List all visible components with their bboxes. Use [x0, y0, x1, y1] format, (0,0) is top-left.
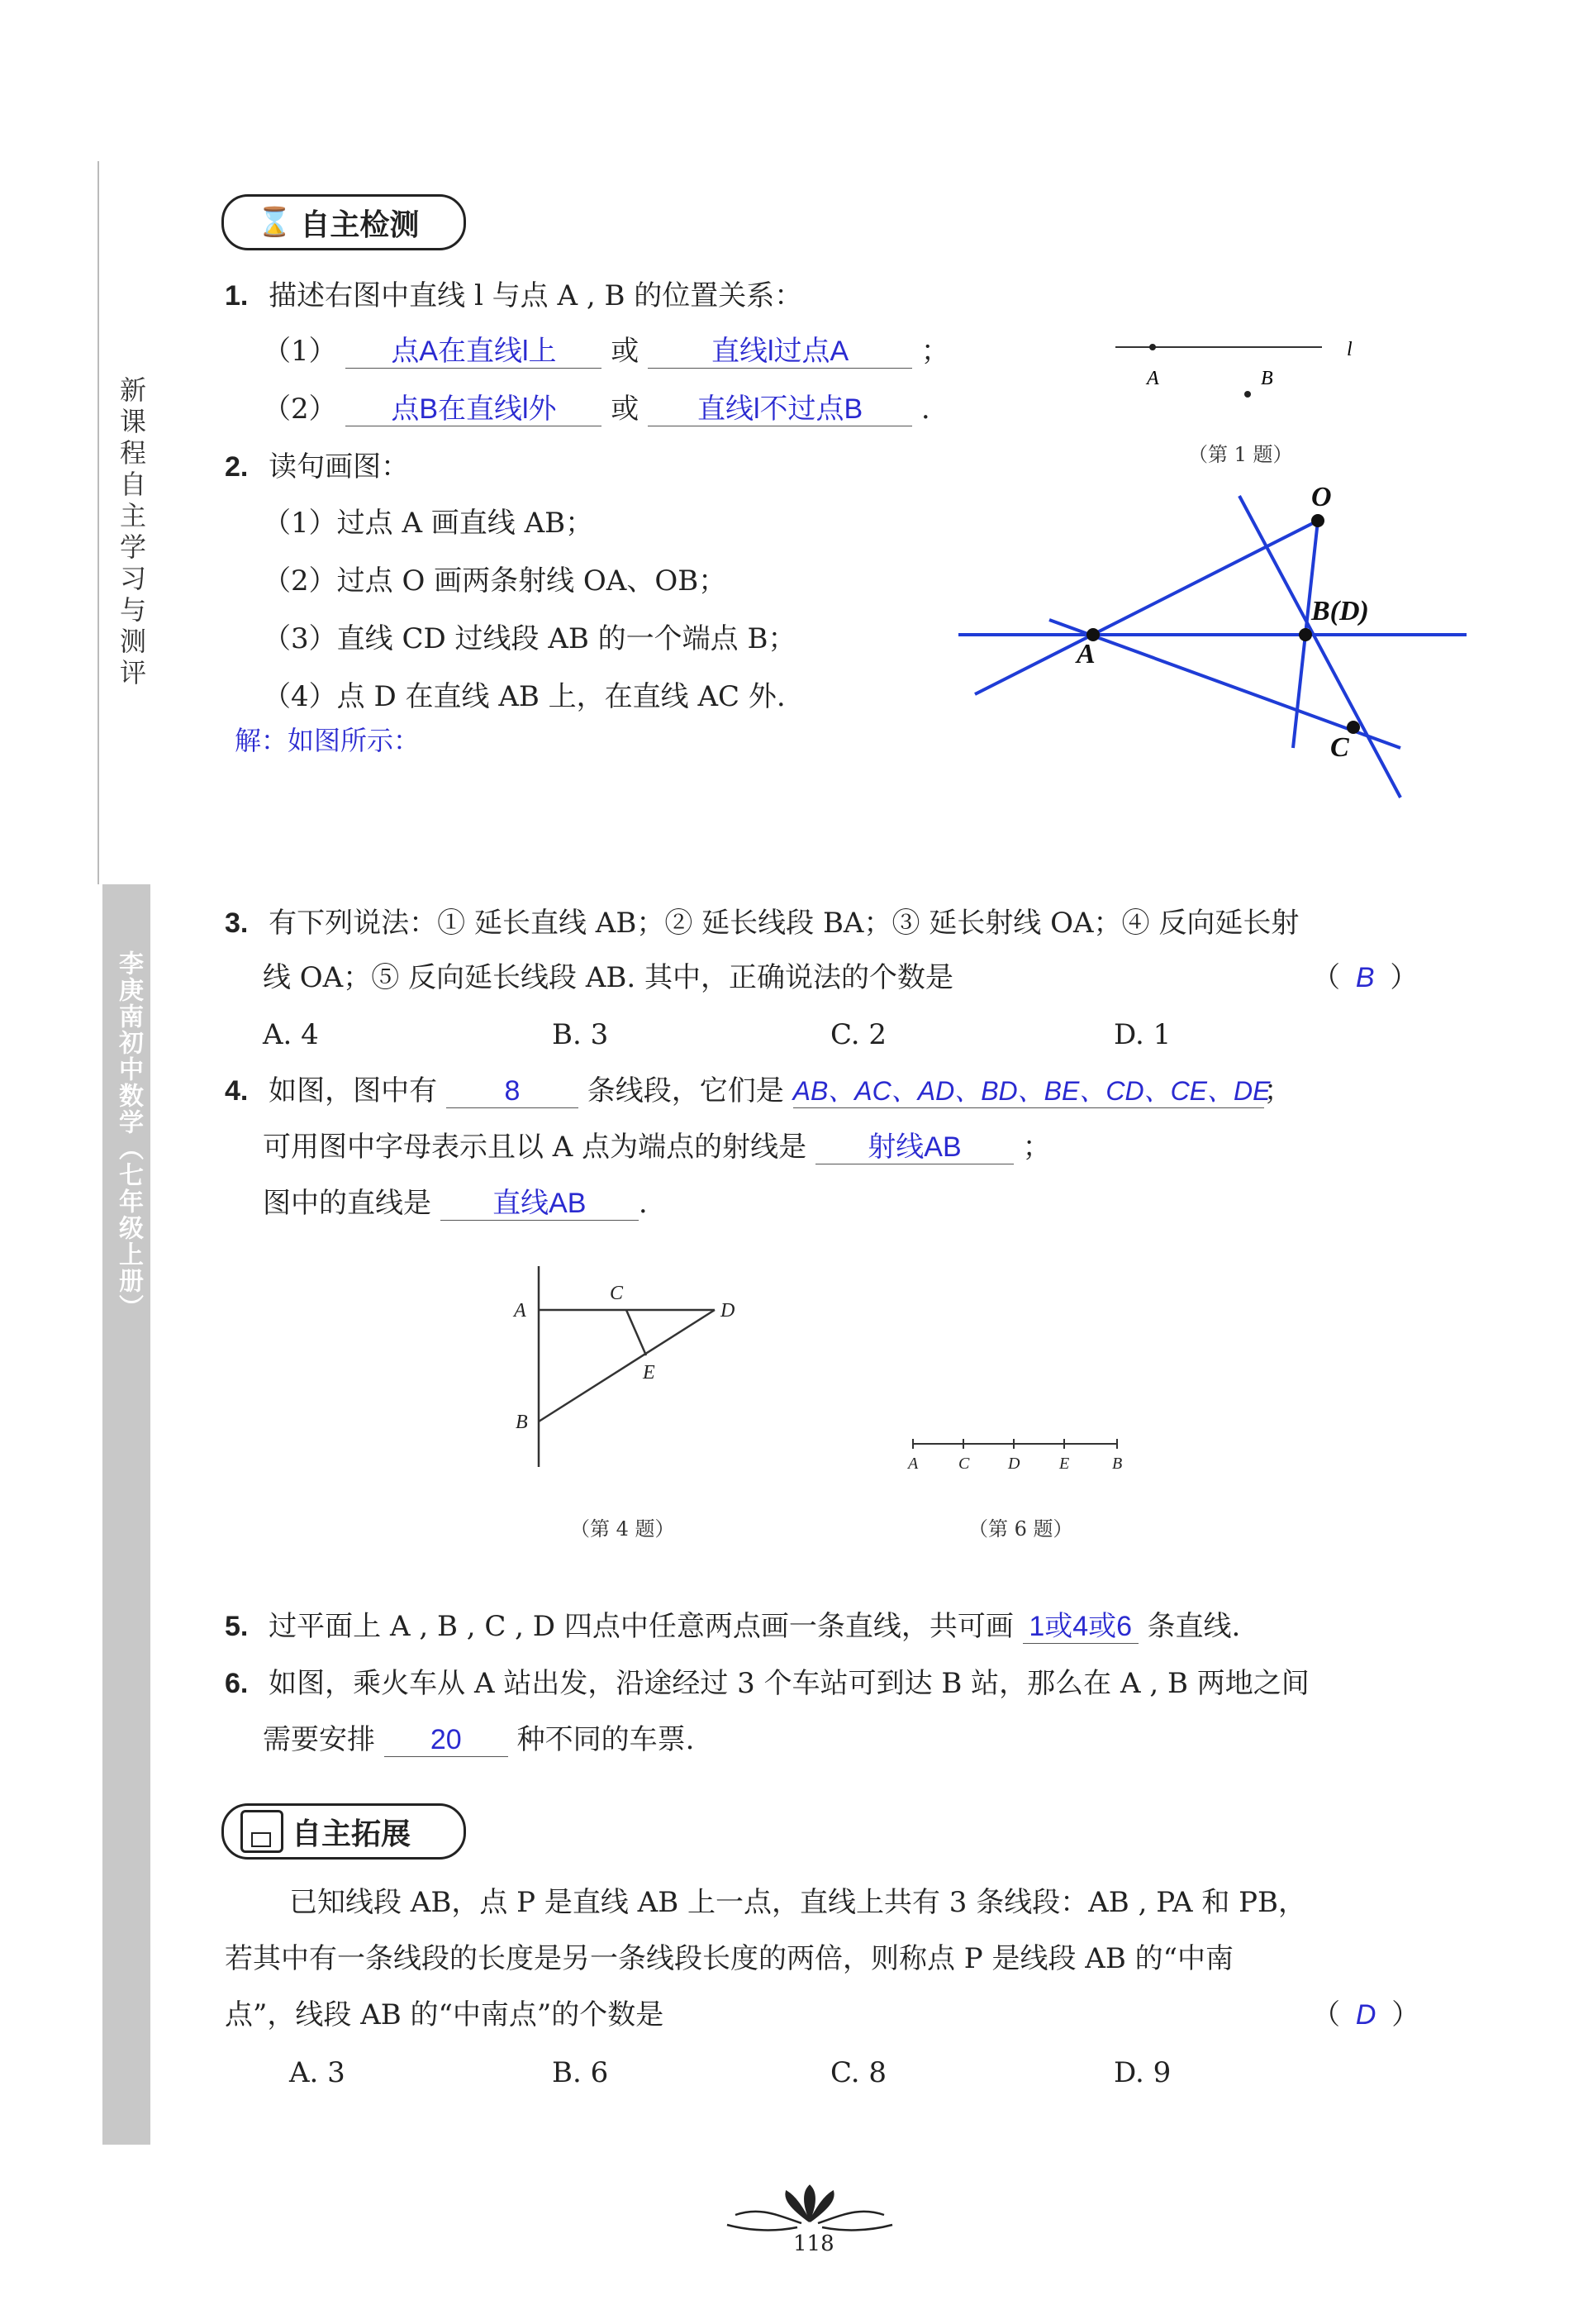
label-D: D [720, 1300, 735, 1322]
question-text: 需要安排 [263, 1723, 375, 1756]
question-text: 如图，图中有 [269, 1074, 438, 1107]
q1-part2 [263, 393, 930, 426]
q6-figure [901, 1434, 1132, 1483]
option: B. 6 [552, 2056, 609, 2089]
punct: ； [1022, 1131, 1051, 1164]
answer-blank: 点A在直线l上 [345, 335, 601, 369]
label-B: B [1261, 368, 1273, 389]
option: D. 1 [1114, 1018, 1172, 1051]
question-2 [225, 450, 409, 483]
question-text: 图中的直线是 [263, 1187, 431, 1220]
question-3 [225, 907, 1299, 940]
question-number: 3. [225, 907, 249, 939]
point-B [1244, 391, 1251, 398]
question-6 [225, 1667, 1310, 1700]
q4-figure [504, 1256, 752, 1479]
sidebar-book-title: 新课程自主学习与测评 [116, 376, 146, 690]
question-text-line1: 有下列说法：① 延长直线 AB；② 延长线段 BA；③ 延长射线 OA；④ 反向延长射 [269, 907, 1300, 940]
paren: （ [1312, 961, 1340, 994]
label-C: C [1330, 732, 1349, 763]
connector-text: 或 [611, 393, 639, 426]
label-E: E [643, 1362, 655, 1383]
answer-blank: 直线AB [440, 1187, 639, 1221]
question-number: 6. [225, 1668, 249, 1699]
question-text: 可用图中字母表示且以 A 点为端点的射线是 [263, 1131, 807, 1164]
q6-line2 [263, 1723, 694, 1757]
punct: ； [1263, 1074, 1292, 1107]
answer-blank: 直线l不过点B [648, 393, 912, 426]
label-A: A [514, 1300, 526, 1322]
figure-caption: （第 4 题） [570, 1517, 675, 1541]
question-number: 4. [225, 1075, 249, 1107]
figure-caption: （第 6 题） [968, 1517, 1073, 1541]
line-CD [1239, 496, 1400, 798]
option: B. 3 [552, 1018, 609, 1051]
question-text: 如图，乘火车从 A 站出发，沿途经过 3 个车站可到达 B 站，那么在 A , B 两地之间 [269, 1667, 1310, 1700]
q2-step4: （4）点 D 在直线 AB 上，在直线 AC 外. [263, 680, 786, 713]
q2-figure [954, 479, 1475, 843]
paren: ） [1391, 1998, 1420, 2031]
question-text: 种不同的车票. [516, 1723, 695, 1756]
answer-blank: 1或4或6 [1023, 1610, 1139, 1644]
q3-answer-paren [1312, 961, 1418, 994]
sidebar-rule [97, 161, 111, 884]
answer-blank: AB、AC、AD、BD、BE、CD、CE、DE [793, 1074, 1264, 1108]
q4-line2 [263, 1131, 1051, 1164]
point-A [1149, 344, 1156, 350]
paren: （ [1312, 1998, 1340, 2031]
segment-CE [626, 1310, 646, 1355]
answer-blank: 8 [446, 1074, 578, 1108]
point-O [1311, 514, 1324, 527]
section-title: 自主检测 [300, 207, 420, 241]
answer-value: D [1355, 1999, 1376, 2031]
q2-step1: （1）过点 A 画直线 AB； [263, 507, 594, 540]
section-header-extension [221, 1803, 466, 1860]
segment-BD [539, 1310, 715, 1422]
punct: ； [920, 335, 949, 368]
label-A: A [1077, 639, 1096, 669]
label-C: C [610, 1283, 624, 1304]
label-B: B [1112, 1455, 1123, 1473]
section-title: 自主拓展 [292, 1816, 411, 1850]
label-l: l [1347, 339, 1353, 360]
part-label: （2） [263, 393, 337, 426]
question-5 [225, 1610, 1240, 1644]
label-A: A [1147, 368, 1159, 389]
punct: . [638, 1187, 648, 1220]
label-O: O [1311, 482, 1332, 512]
answer-blank: 射线AB [815, 1131, 1014, 1164]
option: D. 9 [1114, 2056, 1172, 2089]
question-1 [225, 279, 802, 312]
answer-blank: 直线l过点A [648, 335, 912, 369]
disk-icon [240, 1810, 283, 1853]
punct: . [920, 393, 930, 426]
section-header-self-check [221, 194, 466, 250]
ext-line2: 若其中有一条线段的长度是另一条线段长度的两倍，则称点 P 是线段 AB 的“中南 [225, 1942, 1234, 1975]
q2-solution: 解：如图所示： [235, 726, 421, 755]
q2-step2: （2）过点 O 画两条射线 OA、OB； [263, 564, 727, 598]
label-B: B [516, 1412, 528, 1433]
question-text: 读句画图： [269, 450, 410, 483]
q1-part1 [263, 335, 949, 369]
question-number: 1. [225, 280, 249, 312]
ext-answer-paren [1312, 1998, 1419, 2031]
answer-blank: 点B在直线l外 [345, 393, 601, 426]
q4-line3 [263, 1187, 648, 1221]
q2-step3: （3）直线 CD 过线段 AB 的一个端点 B； [263, 622, 796, 655]
ext-line3: 点”，线段 AB 的“中南点”的个数是 [225, 1998, 664, 2031]
page-number: 118 [793, 2231, 834, 2256]
question-number: 2. [225, 451, 249, 483]
question-text: 条直线. [1147, 1610, 1241, 1643]
answer-blank: 20 [384, 1723, 508, 1757]
question-text: 过平面上 A , B , C , D 四点中任意两点画一条直线，共可画 [269, 1610, 1014, 1643]
option: A. 3 [289, 2056, 345, 2089]
question-text: 条线段，它们是 [587, 1074, 784, 1107]
figure-caption: （第 1 题） [1188, 443, 1293, 466]
question-text-line2: 线 OA；⑤ 反向延长线段 AB. 其中，正确说法的个数是 [263, 961, 954, 994]
sidebar-series-title: 李庚南初中数学（七年级上册） [115, 950, 142, 1321]
paren: ） [1390, 961, 1419, 994]
label-BD: B(D) [1311, 596, 1369, 626]
label-C: C [958, 1455, 970, 1473]
option: A. 4 [263, 1018, 319, 1051]
q1-figure [1099, 318, 1372, 417]
question-4 [225, 1074, 1292, 1108]
label-E: E [1059, 1455, 1070, 1473]
connector-text: 或 [611, 335, 639, 368]
label-A: A [908, 1455, 919, 1473]
question-text: 描述右图中直线 l 与点 A , B 的位置关系： [269, 279, 803, 312]
hourglass-icon: ⌛ [257, 207, 292, 238]
question-number: 5. [225, 1611, 249, 1642]
part-label: （1） [263, 335, 337, 368]
label-D: D [1008, 1455, 1020, 1473]
ext-line1: 已知线段 AB，点 P 是直线 AB 上一点，直线上共有 3 条线段：AB , PA 和 PB， [289, 1886, 1306, 1919]
answer-value: B [1355, 962, 1375, 993]
option: C. 8 [830, 2056, 887, 2089]
point-B [1299, 628, 1312, 641]
option: C. 2 [830, 1018, 887, 1051]
